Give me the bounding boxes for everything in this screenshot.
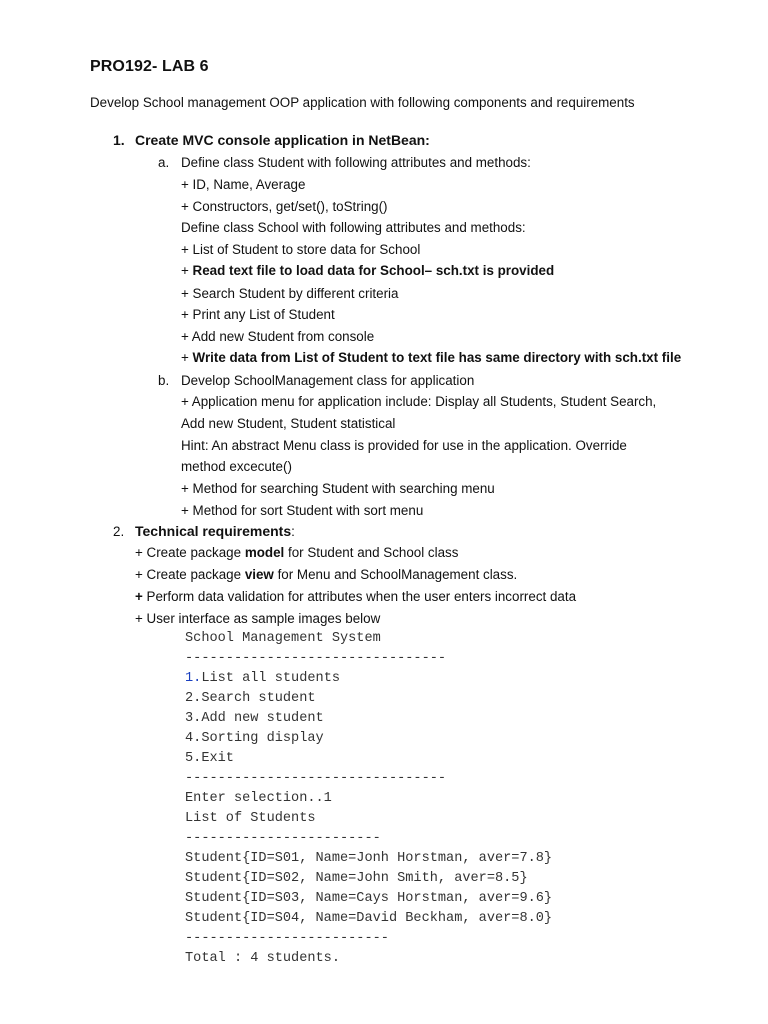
package-view-name: view <box>244 567 274 582</box>
section1-number: 1. <box>113 132 125 148</box>
console-total: Total : 4 students. <box>185 951 340 966</box>
item-a-line-bold <box>181 350 681 365</box>
item-a-line: + Search Student by different criteria <box>181 286 399 301</box>
item-b-line: Develop SchoolManagement class for application <box>181 373 475 388</box>
item-a-line: Define class Student with following attributes and methods: <box>181 155 531 170</box>
console-header: School Management System <box>185 631 381 646</box>
item-a-line: + ID, Name, Average <box>181 177 306 192</box>
item-b-line: Add new Student, Student statistical <box>181 416 396 431</box>
plus-prefix: + <box>181 263 193 278</box>
item-b-line: Hint: An abstract Menu class is provided for use in the application. Override <box>181 438 627 453</box>
menu-option-exit: 5.Exit <box>185 751 234 766</box>
menu-option-list-all <box>185 669 552 689</box>
item-a-line: + Print any List of Student <box>181 307 335 322</box>
item-a-line: + Constructors, get/set(), toString() <box>181 199 388 214</box>
student-row: Student{ID=S02, Name=John Smith, aver=8.5} <box>185 871 528 886</box>
item-b-line: method excecute() <box>181 459 292 474</box>
section2-number: 2. <box>113 524 125 539</box>
item-a-line-bold <box>181 263 554 278</box>
item-a-label: a. <box>158 155 170 170</box>
read-file-requirement: Read text file to load data for School– sch.txt is provided <box>192 263 555 278</box>
console-sample <box>185 629 552 969</box>
menu-option-add: 3.Add new student <box>185 711 324 726</box>
page-title: PRO192- LAB 6 <box>90 58 209 75</box>
req-text: for Menu and SchoolManagement class. <box>273 567 518 582</box>
req-ui: + User interface as sample images below <box>135 611 381 626</box>
item-a-line: + List of Student to store data for School <box>181 242 421 257</box>
student-row: Student{ID=S01, Name=Jonh Horstman, aver=7.8} <box>185 851 553 866</box>
item-b-line: + Method for sort Student with sort menu <box>181 503 424 518</box>
section2-heading: Technical requirements <box>135 523 292 539</box>
section2-colon: : <box>291 524 295 539</box>
console-list-title: List of Students <box>185 811 316 826</box>
plus-prefix: + <box>135 589 143 604</box>
menu-option-search: 2.Search student <box>185 691 316 706</box>
item-b-line: + Method for searching Student with searching menu <box>181 481 495 496</box>
req-package-model <box>135 545 458 560</box>
menu-text: List all students <box>201 671 341 686</box>
console-separator: -------------------------------- <box>185 651 447 666</box>
plus-prefix: + <box>181 350 193 365</box>
section1-heading: Create MVC console application in NetBean: <box>135 132 430 148</box>
req-validation <box>135 589 576 604</box>
req-text: for Student and School class <box>284 545 459 560</box>
intro-text: Develop School management OOP application with following components and requirements <box>90 95 635 110</box>
console-separator: -------------------------------- <box>185 771 447 786</box>
req-text: + Create package <box>135 567 245 582</box>
item-a-line: Define class School with following attributes and methods: <box>181 220 526 235</box>
item-b-line: + Application menu for application include: Display all Students, Student Search, <box>181 394 657 409</box>
student-row: Student{ID=S03, Name=Cays Horstman, aver=9.6} <box>185 891 553 906</box>
menu-option-sort: 4.Sorting display <box>185 731 324 746</box>
section2-heading-line <box>135 523 295 539</box>
console-separator: ------------------------- <box>185 931 389 946</box>
req-text: Perform data validation for attributes when the user enters incorrect data <box>142 589 577 604</box>
write-file-requirement: Write data from List of Student to text file has same directory with sch.txt file <box>192 350 682 365</box>
item-a-line: + Add new Student from console <box>181 329 375 344</box>
req-text: + Create package <box>135 545 245 560</box>
package-model-name: model <box>244 545 285 560</box>
console-separator: ------------------------ <box>185 831 381 846</box>
console-prompt: Enter selection..1 <box>185 791 332 806</box>
student-row: Student{ID=S04, Name=David Beckham, aver=8.0} <box>185 911 553 926</box>
req-package-view <box>135 567 517 582</box>
item-b-label: b. <box>158 373 170 388</box>
menu-number: 1. <box>185 671 202 686</box>
